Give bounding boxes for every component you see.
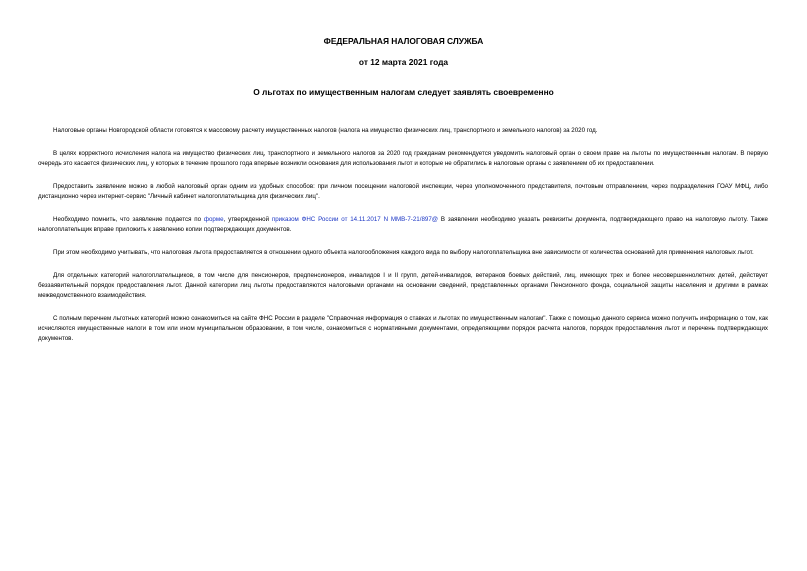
- paragraph-full-list: С полным перечнем льготных категорий можно ознакомиться на сайте ФНС России в разделе "Справочная информация о ставках и льготах по имущественным налогам". Также с помощью данного сервиса можно получить информацию о том, как исчисляются имущественные налоги в том или ином муниципальном образовании, в том числе, ознакомиться с нормативными документами, определяющими порядок расчета налогов, порядок предоставления льгот и перечень подтверждающих документов.: [38, 314, 768, 342]
- agency-heading: ФЕДЕРАЛЬНАЯ НАЛОГОВАЯ СЛУЖБА: [323, 36, 484, 46]
- document-body: [38, 126, 768, 357]
- paragraph-intro: Налоговые органы Новгородской области готовятся к массовому расчету имущественных налогов (налога на имущество физических лиц, транспортного и земельного налогов) за 2020 год.: [53, 127, 598, 134]
- form-link[interactable]: форме: [203, 215, 224, 223]
- paragraph-single-object: При этом необходимо учитывать, что налоговая льгота предоставляется в отношении одного объекта налогообложения каждого вида по выбору налогоплательщика вне зависимости от количества оснований для применения налоговых льгот.: [53, 248, 754, 256]
- order-link[interactable]: приказом ФНС России от 14.11.2017 N ММВ-7-21/897@: [271, 215, 439, 223]
- form-text-middle: , утвержденной: [223, 215, 272, 223]
- form-text-after: В заявлении необходимо указать реквизиты документа, подтверждающего право на налоговую льготу. Также налогоплательщик вправе приложить к заявлению копии подтверждающих документов.: [38, 215, 768, 233]
- form-text-before: Необходимо помнить, что заявление подается по: [53, 215, 204, 223]
- paragraph-submission-methods: Предоставить заявление можно в любой налоговый орган одним из удобных способов: при личном посещении налоговой инспекции, через уполномоченного представителя, почтовым отправлением, через подразделения ГОАУ МФЦ, либо дистанционно через интернет-сервис "Личный кабинет налогоплательщика для физических лиц".: [38, 182, 768, 200]
- paragraph-notify: В целях корректного исчисления налога на имущество физических лиц, транспортного и земельного налогов за 2020 год гражданам рекомендуется уведомить налоговый орган о своем праве на льготы по имущественным налогам. В первую очередь это касается физических лиц, у которых в течение прошлого года впервые возникли основания для использования льгот и которые не обратились в налоговые органы с заявлением об их предоставлении.: [38, 149, 768, 167]
- paragraph-application-form: [38, 215, 768, 235]
- paragraph-categories: Для отдельных категорий налогоплательщиков, в том числе для пенсионеров, предпенсионеров, инвалидов I и II групп, детей-инвалидов, ветеранов боевых действий, лиц, имеющих трех и более несовершеннолетних детей, действует беззаявительный порядок предоставления льгот. Данной категории лиц льготы предоставляются налоговыми органами на основании сведений, представленных органами Пенсионного фонда, социальной защиты населения и другими в рамках межведомственного взаимодействия.: [38, 271, 768, 299]
- document-date: от 12 марта 2021 года: [358, 57, 449, 67]
- document-title: О льготах по имущественным налогам следует заявлять своевременно: [253, 87, 554, 97]
